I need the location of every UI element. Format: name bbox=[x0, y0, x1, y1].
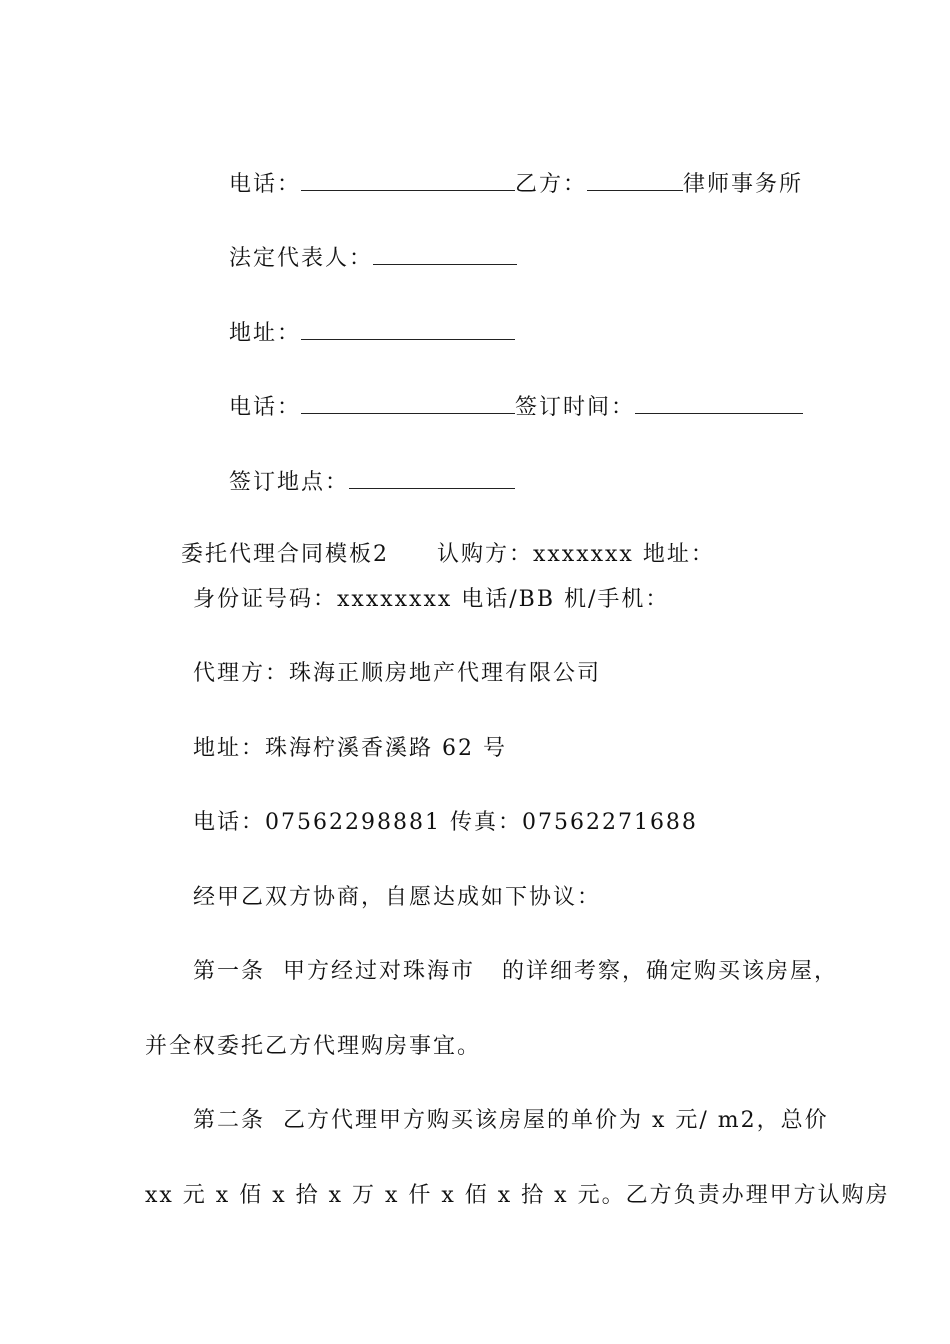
article-1-line-2: 并全权委托乙方代理购房事宜。 bbox=[145, 1034, 482, 1059]
agent-address-line: 地址：珠海柠溪香溪路 62 号 bbox=[193, 736, 507, 761]
phone-label-2: 电话： bbox=[228, 395, 301, 420]
signing-place-line bbox=[193, 436, 515, 495]
agreement-intro-line: 经甲乙双方协商，自愿达成如下协议： bbox=[193, 885, 602, 910]
legal-representative-blank bbox=[373, 242, 517, 265]
agent-phone-fax-line: 电话：07562298881 传真：07562271688 bbox=[193, 810, 698, 835]
contract-template-title: 委托代理合同模板2 bbox=[180, 542, 389, 567]
signing-place-blank bbox=[349, 466, 515, 489]
article-2-line-2: xx 元 x 佰 x 拾 x 万 x 仟 x 佰 x 拾 x 元。乙方负责办理甲方认购房 bbox=[145, 1183, 890, 1208]
party-b-blank bbox=[587, 168, 683, 191]
phone-line-1 bbox=[193, 138, 804, 197]
signing-time-blank bbox=[635, 391, 803, 414]
phone-blank-2 bbox=[301, 391, 515, 414]
address-label: 地址： bbox=[228, 321, 301, 346]
section-title-line bbox=[145, 510, 715, 567]
legal-representative-line bbox=[193, 212, 517, 271]
agent-line: 代理方：珠海正顺房地产代理有限公司 bbox=[193, 661, 602, 686]
law-firm-label: 律师事务所 bbox=[683, 172, 804, 197]
phone-line-2 bbox=[193, 361, 803, 420]
id-number-line: 身份证号码：xxxxxxxx 电话/BB 机/手机： bbox=[193, 587, 670, 612]
address-blank bbox=[301, 317, 515, 340]
purchaser-address-text: 认购方：xxxxxxx 地址： bbox=[436, 542, 715, 567]
article-1-line-1: 第一条 甲方经过对珠海市 的详细考察，确定购买该房屋， bbox=[193, 959, 838, 984]
legal-representative-label: 法定代表人： bbox=[228, 246, 373, 271]
address-line-1 bbox=[193, 287, 515, 346]
signing-place-label: 签订地点： bbox=[228, 470, 349, 495]
article-2-line-1: 第二条 乙方代理甲方购买该房屋的单价为 x 元/ m2，总价 bbox=[193, 1108, 829, 1133]
signing-time-label: 签订时间： bbox=[515, 395, 636, 420]
phone-label: 电话： bbox=[228, 172, 301, 197]
party-b-label: 乙方： bbox=[515, 172, 588, 197]
phone-blank bbox=[301, 168, 515, 191]
